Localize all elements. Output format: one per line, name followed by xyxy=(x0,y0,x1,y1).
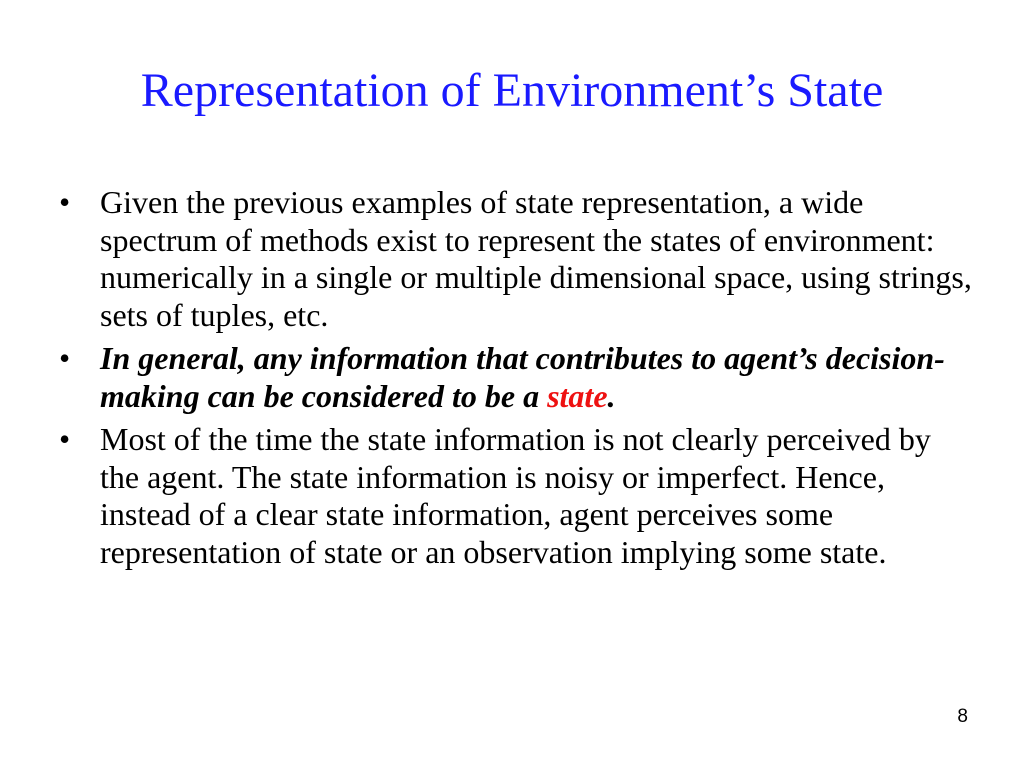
bullet-text-1: Given the previous examples of state representation, a wide spectrum of methods exist to represent the states of environment: numerically in a single or multiple dimensional space, using strings, sets of tuples, etc. xyxy=(100,184,972,333)
bullet-marker: • xyxy=(59,340,71,376)
bullet-list xyxy=(56,184,976,577)
bullet-item-1 xyxy=(56,184,976,334)
page-number: 8 xyxy=(957,706,968,727)
bullet-text-2-after: . xyxy=(607,377,616,414)
bullet-marker: • xyxy=(59,184,71,220)
bullet-text-3: Most of the time the state information is not clearly perceived by the agent. The state information is noisy or imperfect. Hence, instead of a clear state information, agent perceives some representation of state or an observation implying some state. xyxy=(100,421,931,570)
bullet-marker: • xyxy=(59,421,71,457)
bullet-item-3 xyxy=(56,421,976,571)
highlight-state: state xyxy=(547,377,608,414)
bullet-text-2 xyxy=(100,340,945,414)
slide-title: Representation of Environment’s State xyxy=(140,64,884,117)
bullet-text-2-before: In general, any information that contributes to agent’s decision-making can be considered to be a xyxy=(100,340,945,414)
bullet-item-2 xyxy=(56,340,976,415)
